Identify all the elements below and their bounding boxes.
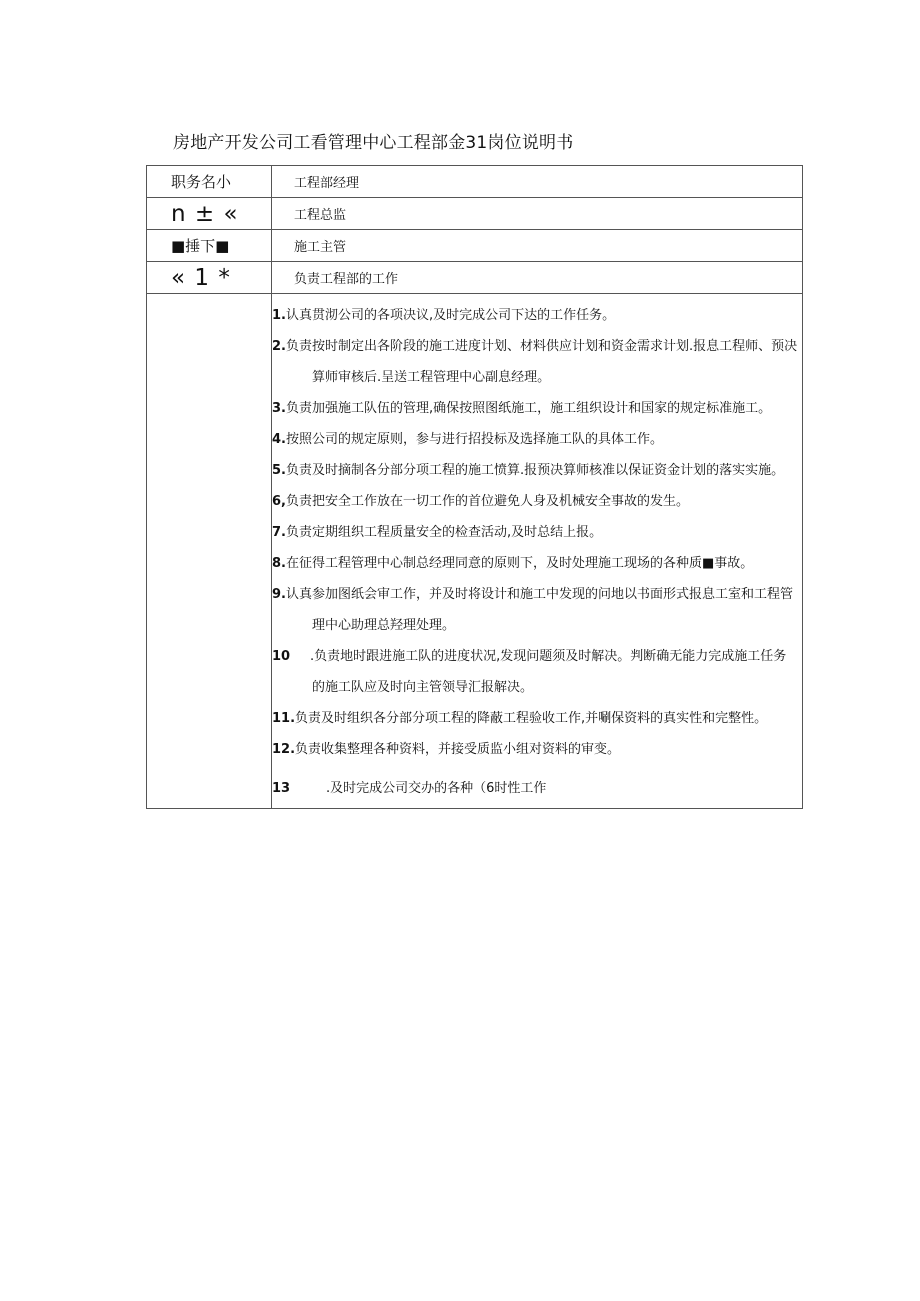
duty-item: 9.认真参加图纸会审工作，并及时将设计和施工中发现的问地以书面形式报息工室和工程管理中心助理总羟理处理。 (272, 587, 794, 633)
duty-text: 负责按时制定出各阶段的施工进度计划、材料供应计划和资金需求计划.报息工程师、预决算师审核后.呈送工程管理中心副息经理。 (286, 339, 798, 385)
duty-text: .及时完成公司交办的各种（6时性工作 (326, 781, 547, 796)
table-row-subordinate (147, 230, 803, 262)
duty-number: 12 (272, 742, 291, 757)
duty-number: 5 (272, 463, 282, 478)
duty-text: 负责把安全工作放在一切工作的首位避免人身及机械安全事故的发生。 (286, 494, 690, 509)
duty-text: 负责加强施工队伍的管理,确保按照图纸施工，施工组织设计和国家的规定标准施工。 (286, 401, 772, 416)
table-row-superior (147, 198, 803, 230)
duty-text: 负责收集整理各种资料，并接受质监小组对资料的审变。 (295, 742, 621, 757)
duty-text: 在征得工程管理中心制总经理同意的原则下，及时处理施工现场的各种质■事故。 (286, 556, 754, 571)
position-name-value: 工程部经理 (272, 166, 803, 198)
duty-number: 11 (272, 711, 291, 726)
duty-number: 6 (272, 494, 282, 509)
duty-number: 2 (272, 339, 282, 354)
duty-number: 8 (272, 556, 282, 571)
document-title: 房地产开发公司工看管理中心工程部金31岗位说明书 (173, 133, 574, 153)
duty-number: 7 (272, 525, 282, 540)
duty-text: 负责及时摘制各分部分项工程的施工愤算.报预决算师核准以保证资金计划的落实实施。 (286, 463, 785, 478)
duty-text: .负责地时跟进施工队的进度状况,发现问题须及时解决。判断确无能力完成施工任务的施工队应及时向主管领导汇报解决。 (310, 649, 787, 695)
duty-text: 认真参加图纸会审工作，并及时将设计和施工中发现的问地以书面形式报息工室和工程管理中心助理总羟理处理。 (286, 587, 794, 633)
duty-item: 5.负责及时摘制各分部分项工程的施工愤算.报预决算师核准以保证资金计划的落实实施。 (272, 463, 785, 478)
duty-item: 11.负责及时组织各分部分项工程的降蔽工程验收工作,并唰保资料的真实性和完整性。 (272, 711, 768, 726)
subordinate-label: ■捶下■ (147, 230, 272, 262)
duty-number: 9 (272, 587, 282, 602)
duty-item: 1.认真贯沏公司的各项决议,及时完成公司下达的工作任务。 (272, 308, 616, 323)
duty-text: 认真贯沏公司的各项决议,及时完成公司下达的工作任务。 (286, 308, 616, 323)
duties-list (272, 294, 803, 809)
duty-number: 3 (272, 401, 282, 416)
subordinate-value: 施工主管 (272, 230, 803, 262)
table-row-position-name (147, 166, 803, 198)
duty-item: 12.负责收集整理各种资料，并接受质监小组对资料的审变。 (272, 742, 621, 757)
superior-label: n ± « (147, 198, 272, 230)
duty-item: 7.负责定期组织工程质量安全的检查活动,及时总结上报。 (272, 525, 603, 540)
duty-text: 按照公司的规定原则，参与进行招投标及选择施工队的具体工作。 (286, 432, 664, 447)
duty-number: 10 (272, 649, 291, 664)
duty-item: 2.负责按时制定出各阶段的施工进度计划、材料供应计划和资金需求计划.报息工程师、预决算师审核后.呈送工程管理中心副息经理。 (272, 339, 798, 385)
duty-text: 负责定期组织工程质量安全的检查活动,及时总结上报。 (286, 525, 603, 540)
duty-item (272, 773, 802, 804)
superior-value: 工程总监 (272, 198, 803, 230)
position-name-label: 职务名小 (147, 166, 272, 198)
duty-item: 6,负责把安全工作放在一切工作的首位避免人身及机械安全事故的发生。 (272, 494, 690, 509)
responsibility-value: 负责工程部的工作 (272, 262, 803, 294)
table-row-duties (147, 294, 803, 809)
duty-item (272, 641, 802, 703)
duty-number: 1 (272, 308, 282, 323)
job-description-table (146, 165, 803, 809)
table-row-responsibility (147, 262, 803, 294)
duty-item: 8.在征得工程管理中心制总经理同意的原则下，及时处理施工现场的各种质■事故。 (272, 556, 754, 571)
responsibility-label: « 1 * (147, 262, 272, 294)
duty-number: 13 (272, 781, 291, 796)
duty-item: 4.按照公司的规定原则，参与进行招投标及选择施工队的具体工作。 (272, 432, 664, 447)
duty-text: 负责及时组织各分部分项工程的降蔽工程验收工作,并唰保资料的真实性和完整性。 (295, 711, 768, 726)
duty-item: 3.负责加强施工队伍的管理,确保按照图纸施工，施工组织设计和国家的规定标准施工。 (272, 401, 772, 416)
duty-number: 4 (272, 432, 282, 447)
duties-label-cell (147, 294, 272, 809)
